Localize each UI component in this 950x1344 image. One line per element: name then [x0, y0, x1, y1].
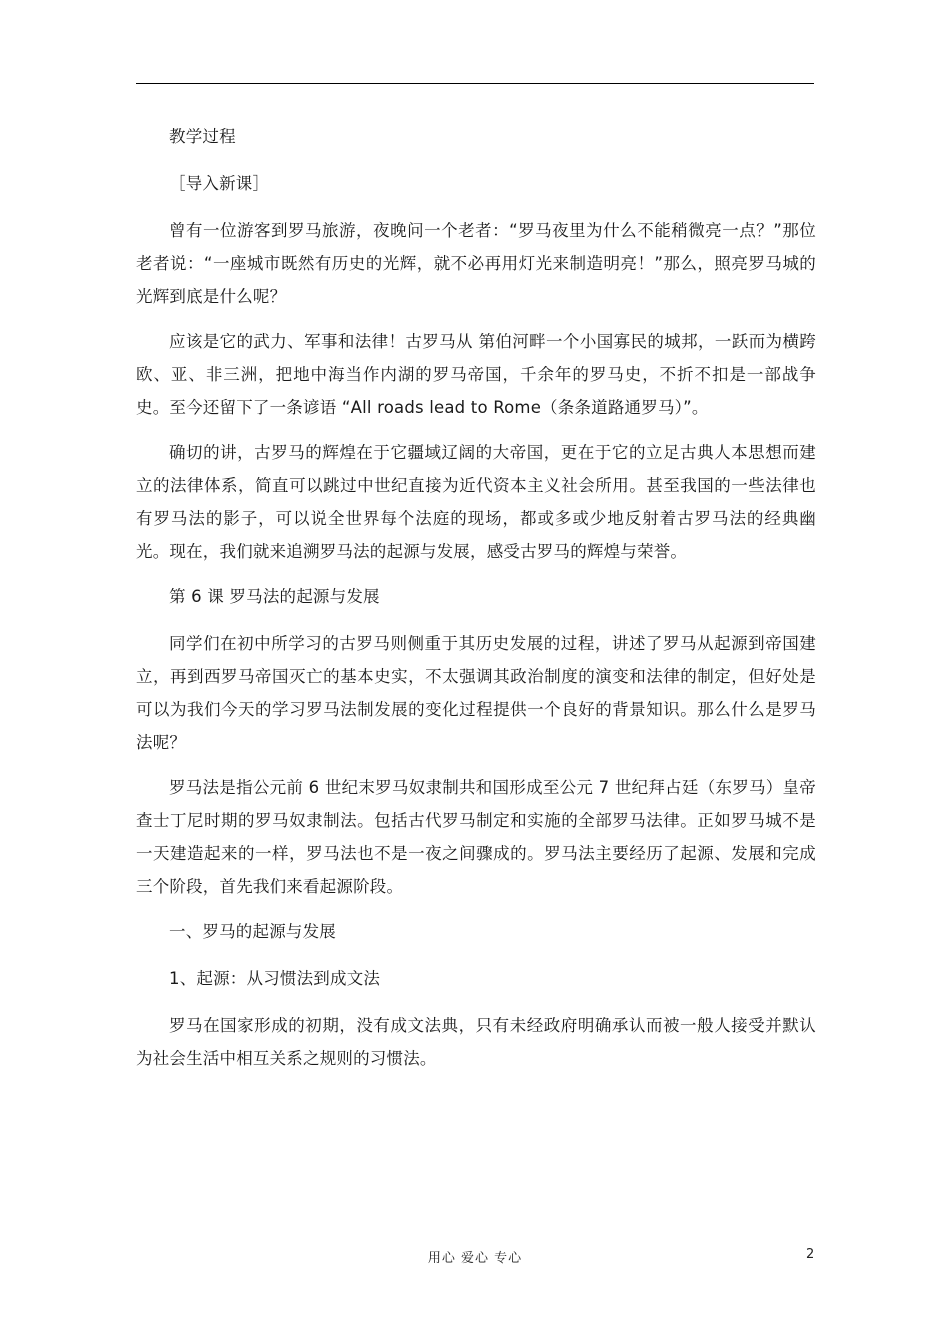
- lesson-title: 第 6 课 罗马法的起源与发展: [169, 587, 380, 606]
- section-heading-intro: ［导入新课］: [169, 174, 270, 193]
- subheading-origin-development: 一、罗马的起源与发展: [169, 922, 336, 941]
- paragraph-customary-law: 罗马在国家形成的初期，没有成文法典，只有未经政府明确承认而被一般人接受并默认为社会生活中相互关系之规则的习惯法。: [136, 1016, 816, 1068]
- paragraph-military-law: 应该是它的武力、军事和法律！古罗马从 第伯河畔一个小国寡民的城邦，一跃而为横跨欧、亚、非三洲，把地中海当作内湖的罗马帝国，千余年的罗马史，不折不扣是一部战争史。至今还留下了一条谚语 “All roads lead to Rome（条条道路通罗马）”。: [136, 332, 816, 417]
- paragraph-legal-system: 确切的讲，古罗马的辉煌在于它疆域辽阔的大帝国，更在于它的立足古典人本思想而建立的法律体系，简直可以跳过中世纪直接为近代资本主义社会所用。甚至我国的一些法律也有罗马法的影子，可以说全世界每个法庭的现场，都或多或少地反射着古罗马法的经典幽光。现在，我们就来追溯罗马法的起源与发展，感受古罗马的辉煌与荣誉。: [136, 443, 816, 561]
- subheading-customary-to-written: 1、起源：从习惯法到成文法: [169, 969, 381, 988]
- paragraph-roman-law-definition: 罗马法是指公元前 6 世纪末罗马奴隶制共和国形成至公元 7 世纪拜占廷（东罗马）皇帝查士丁尼时期的罗马奴隶制法。包括古代罗马制定和实施的全部罗马法律。正如罗马城不是一天建造起来的一样，罗马法也不是一夜之间骤成的。罗马法主要经历了起源、发展和完成三个阶段，首先我们来看起源阶段。: [136, 778, 816, 896]
- paragraph-junior-high-review: 同学们在初中所学习的古罗马则侧重于其历史发展的过程，讲述了罗马从起源到帝国建立，再到西罗马帝国灭亡的基本史实，不太强调其政治制度的演变和法律的制定，但好处是可以为我们今天的学习罗马法制发展的变化过程提供一个良好的背景知识。那么什么是罗马法呢？: [136, 634, 816, 752]
- paragraph-tourist-story: 曾有一位游客到罗马旅游，夜晚问一个老者：“罗马夜里为什么不能稍微亮一点？”那位老者说：“一座城市既然有历史的光辉，就不必再用灯光来制造明亮！”那么，照亮罗马城的光辉到底是什么呢？: [136, 221, 816, 306]
- page-number: 2: [806, 1247, 815, 1262]
- section-heading-teaching-process: 教学过程: [169, 127, 236, 146]
- footer-motto: 用心 爱心 专心: [427, 1251, 523, 1266]
- document-body: [136, 120, 816, 1087]
- header-rule: [136, 83, 814, 84]
